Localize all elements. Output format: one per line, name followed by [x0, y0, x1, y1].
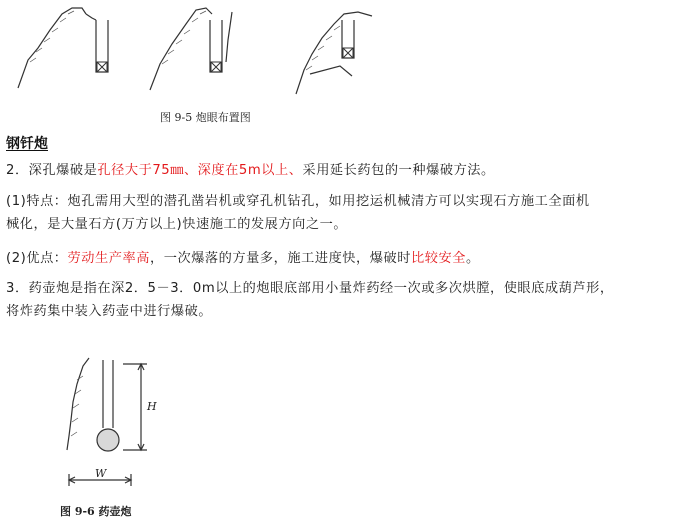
figure-caption-bottom: 图 9-6 药壶炮 — [60, 505, 132, 518]
hole-3-side — [310, 66, 352, 76]
blasthole-layout-figure — [0, 0, 400, 125]
p2-line-2: 械化，是大量石方(万方以上)快速施工的发展方向之一。 — [6, 217, 348, 232]
rock-face — [67, 358, 89, 450]
paragraph-deep-hole — [6, 159, 692, 182]
slope-2 — [150, 8, 212, 90]
pot-chamber — [97, 429, 119, 451]
p1-highlight: 孔径大于75㎜、深度在5m以上、 — [97, 163, 303, 178]
label-w: W — [95, 467, 107, 480]
hole-walls — [103, 360, 113, 428]
hole-1-mouth — [86, 14, 96, 20]
h-dimension — [123, 364, 147, 450]
slope-1 — [18, 8, 86, 88]
hole-1 — [96, 20, 108, 72]
p3-text-c: ，一次爆落的方量多，施工进度快，爆破时 — [149, 251, 411, 266]
paragraph-pot-hole — [6, 277, 692, 323]
label-h: H — [147, 400, 157, 413]
hole-2 — [210, 20, 222, 72]
slope-3 — [296, 12, 372, 94]
p4-line-1: 3．药壶炮是指在深2．5－3．0m以上的炮眼底部用小量炸药经一次或多次烘膛，使眼底成葫芦形， — [6, 281, 614, 296]
p3-highlight-productivity: 劳动生产率高 — [67, 251, 150, 266]
p1-text-a: 2．深孔爆破是 — [6, 163, 98, 178]
p1-text-c: 采用延长药包的一种爆破方法。 — [302, 163, 495, 178]
p3-highlight-safety: 比较安全 — [411, 251, 466, 266]
figure-caption-top: 图 9-5 炮眼布置图 — [160, 111, 251, 124]
p2-line-1: (1)特点：炮孔需用大型的潜孔凿岩机或穿孔机钻孔，如用挖运机械清方可以实现石方施工全面机 — [6, 194, 590, 209]
hole-2-crack — [226, 12, 232, 62]
p3-text-e: 。 — [465, 251, 480, 266]
paragraph-advantages — [6, 247, 692, 270]
paragraph-features — [6, 190, 692, 236]
p4-line-2: 将炸药集中装入药壶中进行爆破。 — [6, 304, 213, 319]
pot-hole-figure — [55, 350, 175, 500]
section-title: 钢钎炮 — [6, 136, 48, 152]
p3-text-a: (2)优点： — [6, 251, 68, 266]
